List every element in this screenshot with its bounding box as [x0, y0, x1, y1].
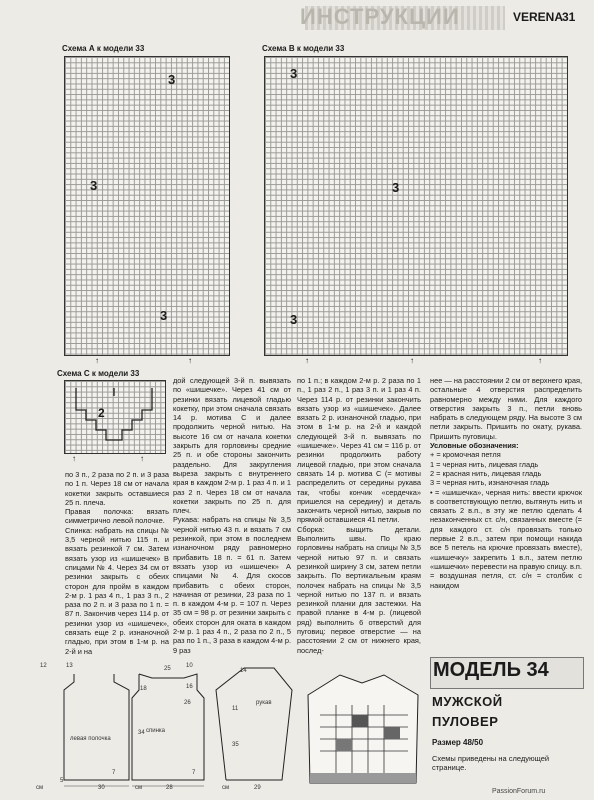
dim-7b: 7 — [192, 770, 196, 776]
back-label: спинка — [146, 728, 166, 734]
grid-mark-c: 2 — [98, 406, 105, 420]
page-number: 31 — [562, 10, 576, 24]
legend-item: 2 = красная нить, лицевая гладь — [430, 468, 542, 478]
dim-26: 26 — [184, 700, 191, 706]
text-column-3 — [297, 376, 421, 655]
model-size: Размер 48/50 — [432, 738, 484, 747]
text-column-1 — [65, 470, 169, 656]
arrow-up-icon: ↑ — [140, 454, 144, 463]
paragraph: Рукава: набрать на спицы № 3,5 черной нитью 43 п. и вязать 7 см резинкой, при этом в последнем изнаночном ряду равномерно прибавить 18 п. = 61 п. Затем вязать узор из «шишечек» А спицами № 4. Для скосов прибавить с обеих сторон, начиная от резинки, 23 раза по 1 п. в каждом 4-м р. = 107 п. Через 35 см = 98 р. от резинки закрыть с обеих сторон для оката в каждом 2-м р. 1 раз 4 п., 2 раза по 2 п., 5 раз по 1 п., 3 раза в каждом 4-м р. 9 раз — [173, 515, 291, 655]
dim-11: 11 — [232, 706, 239, 712]
heart-motif-icon — [64, 380, 164, 452]
model-note: Схемы приведены на следующей странице. — [432, 754, 550, 772]
model-subtitle-1: МУЖСКОЙ — [432, 694, 503, 709]
left-front-label: левая полочка — [70, 736, 111, 742]
text-column-4 — [430, 376, 582, 590]
scheme-a-grid — [64, 56, 230, 356]
scheme-b-grid — [264, 56, 568, 356]
paragraph: Сборка: выщить детали. Выполнить швы. По краю горловины набрать на спицы № 3,5 черной нитью 97 п. и связать резинкой ширину 3 см, затем петли закрыть. По вертикальным краям полочек набрать на спицы № 3,5 черной нитью по 137 п. и вязать резинкой планки для застежки. На правой планке в 4-м р. (лицевой ряд) выполнить 6 отверстий для пуговиц: первое отверстие — на расстоянии 2 см от нижнего края, послед- — [297, 524, 421, 655]
legend-item: + = кромочная петля — [430, 450, 501, 460]
arrow-up-icon: ↑ — [72, 454, 76, 463]
unit-label: см — [222, 785, 230, 791]
grid-mark-a1: 3 — [168, 72, 176, 87]
dim-34: 34 — [138, 730, 145, 736]
paragraph: по 3 п., 2 раза по 2 п. и 3 раза по 1 п. Через 18 см от начала кокетки закрыть оставшиеся 25 п. плеча. — [65, 470, 169, 507]
faded-section-title: ИНСТРУКЦИИ — [300, 4, 460, 29]
text-column-2 — [173, 376, 291, 655]
dim-7a: 7 — [112, 770, 116, 776]
dim-35: 35 — [232, 742, 239, 748]
model-title: МОДЕЛЬ 34 — [433, 659, 549, 681]
grid-mark-b2: 3 — [392, 180, 400, 195]
back-top-label: 25 — [164, 666, 171, 672]
paragraph: Правая полочка: вязать симметрично левой полочке. — [65, 507, 169, 526]
sleeve-label: рукав — [256, 700, 272, 706]
back-width-label: 28 — [166, 785, 173, 791]
dim-10: 10 — [186, 663, 193, 669]
dim-18: 18 — [140, 686, 147, 692]
arrow-up-icon: ↑ — [538, 356, 542, 365]
legend-item: • = «шишечка», черная нить: ввести крючок в соответствующую петлю, вытянуть нить и связать 2 в.п., в эту же петлю сделать 4 незаконченных ст. с/н, связанных вместе (= для каждого ст. с/н провязать только первые 2 в.п., затем при помощи накида все 5 петель на крючке провязать вместе), «шишечку» закрепить 1 в.п., затем петлю «шишечки» перевести на правую спицу. в.п. = воздушная петля, ст. с/н = столбик с накидом — [430, 487, 582, 590]
scheme-c-title: Схема С к модели 33 — [57, 369, 140, 378]
arrow-up-icon: ↑ — [305, 356, 309, 365]
paragraph: нее — на расстоянии 2 см от верхнего края, остальные 4 отверстия распределить равномерно между ними. Для каждого отверстия закрыть 3 п., петли вновь набрать в следующем ряду. На высоте 3 см петли закрыть. Пришить по окату, рукава. Пришить пуговицы. — [430, 376, 582, 441]
arrow-up-icon: ↑ — [95, 356, 99, 365]
paragraph: по 1 п.; в каждом 2-м р. 2 раза по 1 п., 1 раз 2 п., 1 раз 3 п. и 1 раз 4 п. Через 114 р. от резинки закончить вязать узор из «шишечек». Далее вязать 2 р. изнаночной гладью, при этом в 1-м р. на 2-й и каждой следующей 3-й п. вывязать по «шишечке». Через 41 см = 116 р. от резинки продолжить работу лицевой гладью, при этом сначала связать 14 р. мотива С (= мотивы распределить от середины рукава так, чтобы кончик «сердечка» пришелся на середину) и деталь закончить черной нитью, закрыв по прямой оставшиеся 41 петли. — [297, 376, 421, 525]
magazine-name: VERENA — [513, 10, 564, 24]
scheme-b-title: Схема В к модели 33 — [262, 44, 345, 53]
arrow-up-icon: ↑ — [188, 356, 192, 365]
dim-14: 14 — [240, 668, 247, 674]
legend-item: 3 = черная нить, изнаночная гладь — [430, 478, 550, 488]
dim-13: 13 — [66, 663, 73, 669]
pattern-drawings — [34, 660, 296, 790]
paragraph: Спинка: набрать на спицы № 3,5 черной нитью 115 п. и вязать резинкой 7 см. Затем вязать узор из «шишечек» В спицами № 4. Через 34 см от резинки закрыть с обеих сторон для пройм в каждом 2-м р. 1 раз 4 п., 1 раз 3 п., 2 раза по 2 п. и 3 раза по 1 п. = 87 п. Закончив через 114 р. от резинки узор из «шишечек», связать еще 2 р. изнаночной гладью, при этом в 1-м р. на 2-й и на — [65, 525, 169, 656]
legend-item: 1 = черная нить, лицевая гладь — [430, 459, 539, 469]
dim-12: 12 — [40, 663, 47, 669]
sweater-illustration — [300, 665, 425, 790]
grid-mark-b3: 3 — [290, 312, 298, 327]
arrow-up-icon: ↑ — [410, 356, 414, 365]
unit-label: см — [135, 785, 143, 791]
scheme-a-title: Схема А к модели 33 — [62, 44, 145, 53]
paragraph: дой следующей 3-й п. вывязать по «шишечке». Через 41 см от резинки вязать лицевой гладью кокетку, при этом сначала связать 14 р. мотива С и далее продолжить черной нитью. На высоте 16 см от начала кокетки закрыть для горловины средние 25 п. и обе стороны закончить раздельно. Для закругления выреза закрыть с внутреннего края в каждом 2-м р. 1 раз 4 п. и 1 раз 2 п. Через 18 см от начала кокетки закрыть по 25 п. для плеч. — [173, 376, 291, 516]
unit-label: см — [36, 785, 44, 791]
left-width-label: 30 — [98, 785, 105, 791]
legend-title: Условные обозначения: — [430, 441, 519, 451]
model-subtitle-2: ПУЛОВЕР — [432, 714, 499, 729]
grid-mark-a2: 3 — [90, 178, 98, 193]
dim-5: 5 — [60, 778, 64, 784]
grid-mark-b1: 3 — [290, 66, 298, 81]
sleeve-width-label: 29 — [254, 785, 261, 791]
grid-mark-a3: 3 — [160, 308, 168, 323]
site-watermark: PassionForum.ru — [492, 788, 546, 795]
dim-16: 16 — [186, 684, 193, 690]
